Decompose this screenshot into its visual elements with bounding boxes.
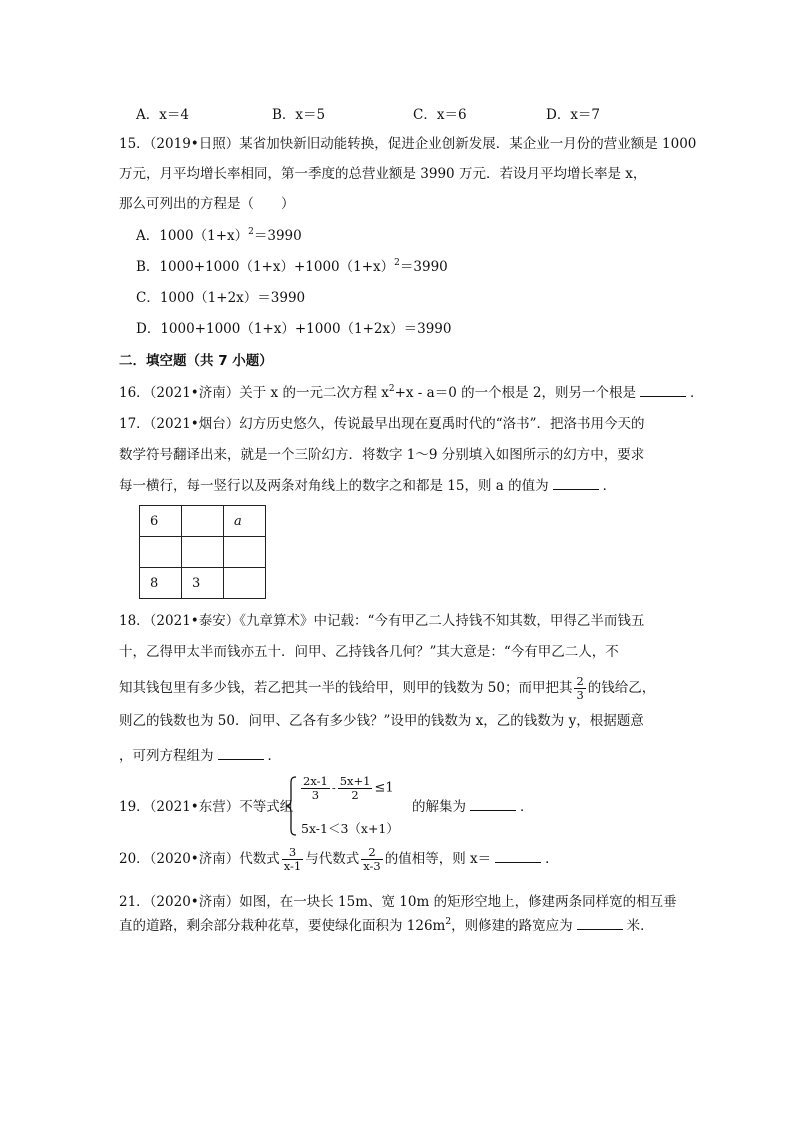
q19-tail — [412, 798, 534, 816]
fraction — [338, 775, 373, 802]
q21-end: 米． — [626, 918, 654, 934]
answer-blank — [553, 477, 599, 490]
q15-option-a-result: ＝3990 — [253, 228, 302, 244]
q19-end: ． — [520, 799, 534, 815]
q15-option-d: D．1000+1000（1+x）+1000（1+2x）＝3990 — [136, 321, 452, 337]
q15-line-2: 万元，月平均增长率相同，第一季度的总营业额是 3990 万元．若设月平均增长率是 x， — [119, 166, 647, 182]
grid-cell — [140, 537, 182, 568]
q16-text-2: +x - a＝0 的一个根是 2，则另一个根是 — [394, 385, 636, 401]
q21-text: 直的道路，剩余部分栽种花草，要使绿化面积为 126m — [119, 918, 446, 934]
q15-option-a — [136, 227, 302, 245]
grid-cell — [182, 537, 224, 568]
fraction — [574, 675, 585, 702]
q18-line-2: 十，乙得甲太半而钱亦五十．问甲、乙持钱各几何？”其大意是：“今有甲乙二人，不 — [119, 644, 619, 660]
q16-line — [119, 384, 703, 402]
q17-end: ． — [602, 478, 617, 494]
inequality-system — [285, 775, 405, 837]
grid-cell: 6 — [140, 506, 182, 537]
fraction-numerator: 5x+1 — [339, 774, 371, 788]
q15-option-b — [136, 258, 448, 276]
answer-blank — [470, 798, 516, 811]
left-brace-icon — [285, 775, 299, 837]
grid-row — [140, 537, 266, 568]
q19-text: 的解集为 — [412, 799, 466, 815]
q14-option-b: B．x＝5 — [272, 107, 326, 123]
q21-text-2: ，则修建的路宽应为 — [451, 918, 573, 934]
fraction-denominator: x-1 — [283, 859, 302, 873]
fraction-numerator: 2 — [576, 674, 584, 688]
q15-line-3: 那么可列出的方程是（ ） — [119, 196, 295, 212]
q18-text: 知其钱包里有多少钱，若乙把其一半的钱给甲，则甲的钱数为 50；而甲把其 — [119, 680, 573, 696]
grid-cell: 8 — [140, 568, 182, 599]
grid-row — [140, 506, 266, 537]
q18-line-4: 则乙的钱数也为 50．问甲、乙各有多少钱？”设甲的钱数为 x，乙的钱数为 y，根据题意 — [119, 713, 644, 729]
fraction-numerator: 2x-1 — [303, 774, 328, 788]
q15-option-b-result: ＝3990 — [399, 259, 448, 275]
q21-line-2 — [119, 917, 654, 935]
q14-option-a: A．x＝4 — [136, 107, 189, 123]
q15-line-1: 15．（2019•日照）某省加快新旧动能转换，促进企业创新发展．某企业一月份的营业额是 1000 — [119, 136, 697, 152]
fraction-denominator: 3 — [576, 688, 584, 702]
q18-line-3 — [119, 675, 655, 702]
fraction-denominator: 3 — [311, 788, 320, 802]
q18-text-2: 的钱给乙， — [587, 680, 656, 696]
q17-line-3 — [119, 477, 616, 495]
grid-cell: 3 — [182, 568, 224, 599]
q16-end: ． — [689, 385, 704, 401]
q17-line-1: 17．（2021•烟台）幻方历史悠久，传说最早出现在夏禹时代的“洛书”．把洛书用今天的 — [119, 416, 645, 432]
q19-label: 19．（2021•东营）不等式组 — [119, 799, 294, 815]
q18-text-3: ，可列方程组为 — [119, 748, 214, 764]
q15-option-c: C．1000（1+2x）＝3990 — [136, 290, 306, 306]
q16-text: 16．（2021•济南）关于 x 的一元二次方程 x — [119, 385, 389, 401]
grid-cell: a — [224, 506, 266, 537]
grid-cell — [182, 506, 224, 537]
answer-blank — [218, 747, 264, 760]
relation: ≤1 — [374, 780, 394, 796]
fraction-denominator: x-3 — [363, 859, 381, 873]
magic-square-grid — [139, 505, 266, 599]
exponent: 2 — [248, 227, 254, 237]
q20-line — [119, 846, 559, 873]
answer-blank — [640, 384, 686, 397]
exponent: 2 — [388, 384, 395, 394]
q20-end: ． — [545, 851, 559, 867]
fraction — [301, 775, 330, 802]
q15-option-a-text: A．1000（1+x） — [136, 228, 249, 244]
fraction-numerator: 2 — [361, 846, 383, 860]
q17-text: 每一横行，每一竖行以及两条对角线上的数字之和都是 15，则 a 的值为 — [119, 478, 549, 494]
inequality-row-2: 5x-1＜3（x+1） — [301, 821, 399, 836]
exponent: 2 — [394, 258, 400, 268]
q20-text: 20．（2020•济南）代数式 — [119, 851, 280, 867]
section-title-fill-in: 二．填空题（共 7 小题） — [119, 353, 273, 369]
answer-blank — [577, 917, 623, 930]
grid-cell — [224, 568, 266, 599]
exponent: 2 — [445, 917, 452, 927]
q18-line-5 — [119, 747, 281, 765]
q14-option-d: D．x＝7 — [546, 107, 601, 123]
fraction-numerator: 3 — [282, 846, 304, 860]
fraction-denominator: 2 — [351, 788, 359, 802]
inequality-row-1 — [299, 775, 394, 802]
q15-option-b-text: B．1000+1000（1+x）+1000（1+x） — [136, 259, 395, 275]
fraction — [361, 846, 383, 873]
grid-cell — [224, 537, 266, 568]
q20-text-2: 与代数式 — [305, 851, 360, 867]
q18-line-1: 18．（2021•泰安）《九章算术》中记载：“今有甲乙二人持钱不知其数，甲得乙半而钱五 — [119, 613, 645, 629]
q14-option-c: C．x＝6 — [413, 107, 467, 123]
q18-end: ． — [267, 748, 281, 764]
q20-text-3: 的值相等，则 x＝ — [384, 851, 492, 867]
q17-line-2: 数学符号翻译出来，就是一个三阶幻方．将数字 1～9 分别填入如图所示的幻方中，要求 — [119, 447, 645, 463]
fraction — [282, 846, 304, 873]
q21-line-1: 21．（2020•济南）如图，在一块长 15m、宽 10m 的矩形空地上，修建两条同样宽的相互垂 — [119, 894, 677, 910]
minus-sign: - — [331, 780, 336, 795]
grid-row — [140, 568, 266, 599]
answer-blank — [495, 850, 541, 863]
